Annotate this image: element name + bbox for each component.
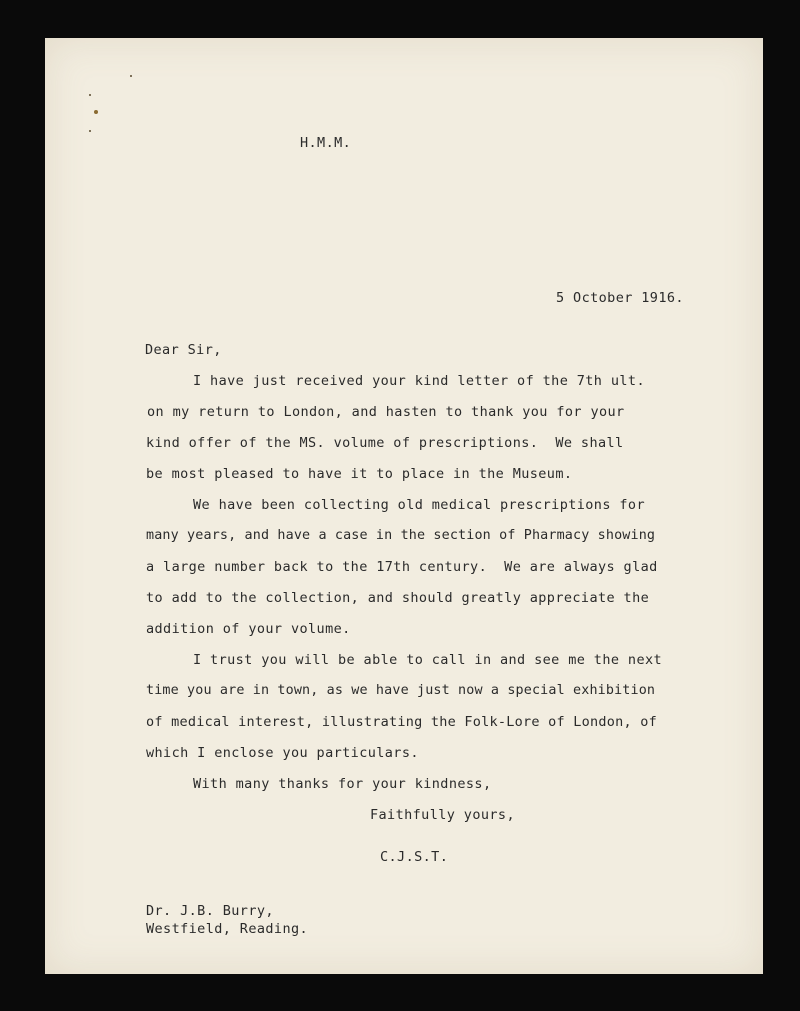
body-line: many years, and have a case in the section of Pharmacy showing <box>146 528 656 543</box>
body-line: time you are in town, as we have just now a special exhibition <box>146 683 656 698</box>
body-line: to add to the collection, and should greatly appreciate the <box>146 590 650 606</box>
body-line: I have just received your kind letter of the 7th ult. <box>193 373 645 389</box>
body-line: be most pleased to have it to place in the Museum. <box>146 466 573 482</box>
body-line: which I enclose you particulars. <box>146 745 419 761</box>
body-line: on my return to London, and hasten to thank you for your <box>147 404 625 420</box>
body-line: a large number back to the 17th century. We are always glad <box>146 559 658 575</box>
letter-page <box>45 38 763 974</box>
body-line: With many thanks for your kindness, <box>193 776 492 792</box>
salutation: Dear Sir, <box>145 342 222 358</box>
paper-speck <box>89 94 91 96</box>
body-line: kind offer of the MS. volume of prescriptions. We shall <box>146 435 624 451</box>
body-line: addition of your volume. <box>146 621 351 637</box>
body-line: We have been collecting old medical prescriptions for <box>193 497 645 513</box>
paper-speck <box>89 130 91 132</box>
addressee-name: Dr. J.B. Burry, <box>146 903 274 919</box>
reference-initials: H.M.M. <box>300 135 352 151</box>
closing: Faithfully yours, <box>370 807 515 823</box>
paper-speck <box>130 75 132 77</box>
letter-date: 5 October 1916. <box>556 290 684 306</box>
paper-speck <box>94 110 98 114</box>
body-line: of medical interest, illustrating the Folk-Lore of London, of <box>146 714 658 730</box>
signature-initials: C.J.S.T. <box>380 849 449 865</box>
body-line: I trust you will be able to call in and see me the next <box>193 652 663 668</box>
addressee-address: Westfield, Reading. <box>146 921 309 937</box>
